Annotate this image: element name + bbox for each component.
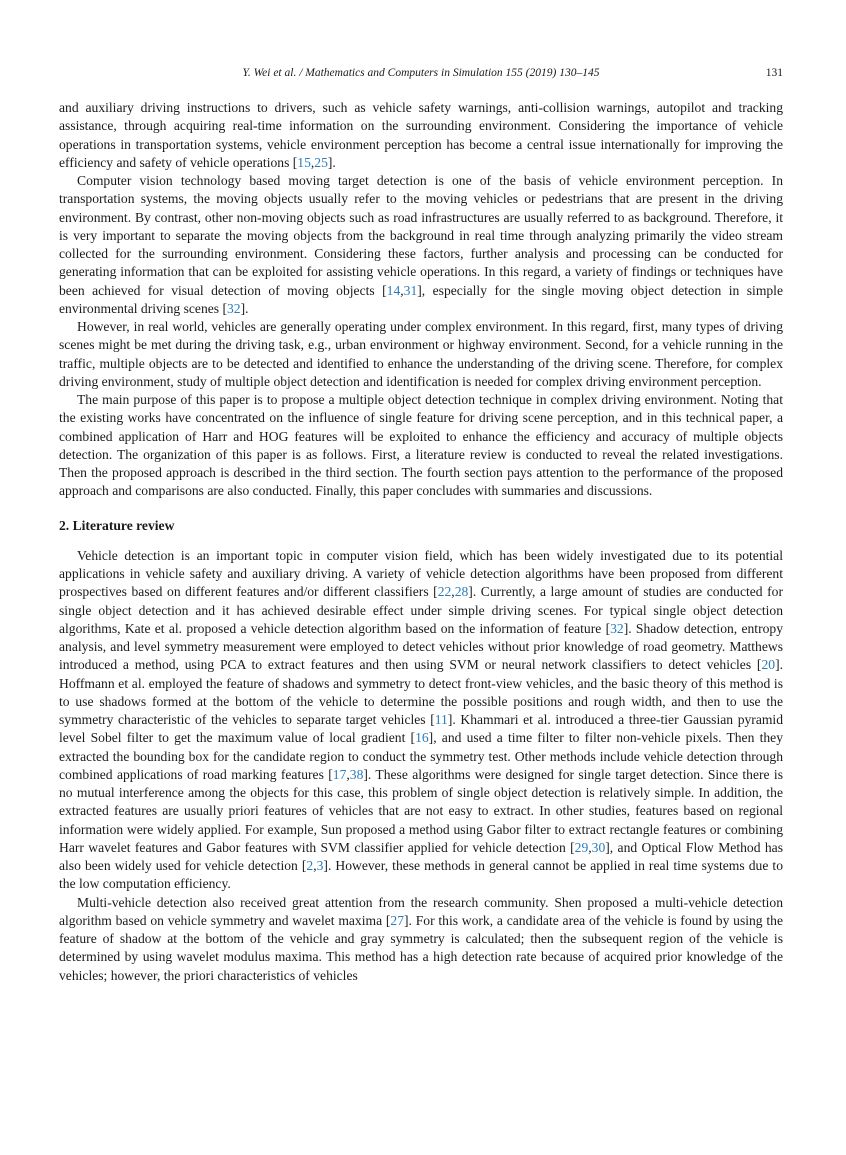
citation-link[interactable]: 30 — [591, 839, 606, 855]
citation-link[interactable]: 28 — [454, 584, 469, 600]
page-number: 131 — [765, 67, 783, 79]
citation-link[interactable]: 16 — [415, 730, 429, 746]
citation-link[interactable]: 38 — [349, 766, 364, 782]
article-body — [59, 99, 783, 985]
citation-link[interactable]: 29 — [574, 839, 589, 855]
paragraph-3: However, in real world, vehicles are generally operating under complex environment. In this regard, first, many types of driving scenes might be met during the driving task, e.g., urban environment or highway environment. Second, for a vehicle running in the traffic, multiple objects are to be detected and identified to enhance the understanding of the driving scene. Therefore, for complex driving environment, study of multiple object detection and identification is needed for complex driving environment perception. — [59, 319, 783, 389]
paragraph-1: and auxiliary driving instructions to drivers, such as vehicle safety warnings, anti-collision warnings, autopilot and tracking assistance, through acquiring real-time information on the surrounding environment. Considering the importance of vehicle operations in transportation systems, vehicle environment perception has become a central issue internationally for improving the efficiency and safety of vehicle operations [15,25]. — [59, 100, 783, 170]
section-heading-literature-review: 2. Literature review — [59, 517, 175, 533]
citation-link[interactable]: 3 — [316, 858, 324, 873]
paragraph-5: Vehicle detection is an important topic in computer vision field, which has been widely investigated due to its potential applications in vehicle safety and auxiliary driving. A variety of vehicle detection algorithms have been proposed from different prospectives based on different features and/or different classifiers [22,28]. Currently, a large amount of studies are conducted for single object detection and it has achieved desirable effect under simple driving scenes. For typical single object detection algorithms, Kate et al. proposed a vehicle detection algorithm based on the information of feature [32]. Shadow detection, entropy analysis, and level symmetry measurement were employed to detect vehicles without prior knowledge of road geometry. Matthews introduced a method, using PCA to extract features and then using SVM or neural network classifiers to detect vehicles [20]. Hoffmann et al. employed the feature of shadows and symmetry to detect front-view vehicles, and the basic theory of this method is to use shadows formed at the bottom of the vehicle to determine the possible positions and rough width, and then to use the symmetry characteristic of the vehicles to separate target vehicles [11]. Khammari et al. introduced a three-tier Gaussian pyramid level Sobel filter to get the maximum value of local gradient [16], and used a time filter to filter non-vehicle pixels. Then they extracted the bounding box for the candidate region to conduct the symmetry test. Other methods include vehicle detection through combined applications of road marking features [17,38]. These algorithms were designed for single target detection. Since there is no mutual interference among the objects for this case, this problem of single object detection is relatively simple. In addition, the extracted features are usually priori features of vehicles that are not easy to extract. In other studies, features based on regional information were widely applied. For example, Sun proposed a method using Gabor filter to extract rectangle features or combining Harr wavelet features and Gabor features with SVM classifier applied for vehicle detection [29,30], and Optical Flow Method has also been widely used for vehicle detection [2,3]. However, these methods in general cannot be applied in real time systems due to the low computation efficiency. — [59, 547, 783, 892]
citation-link[interactable]: 25 — [314, 154, 328, 170]
citation-link[interactable]: 32 — [610, 620, 624, 636]
paragraph-2: Computer vision technology based moving target detection is one of the basis of vehicle environment perception. In transportation systems, the moving objects usually refer to the moving vehicles or pedestrians that are present in the driving environment. By contrast, other non-moving objects such as road infrastructures are usually referred to as background. Therefore, it is very important to separate the moving objects from the background in real time through analyzing primarily the video stream collected for the surrounding environment. Considering these factors, further analysis and processing can be conducted for generating information that can be exploited for assisting vehicle operations. In this regard, a variety of findings or techniques have been achieved for visual detection of moving objects [14,31], especially for the single moving object detection in simple environmental driving scenes [32]. — [59, 173, 783, 316]
citation-link[interactable]: 15 — [297, 154, 311, 170]
paragraph-6: Multi-vehicle detection also received great attention from the research community. Shen proposed a multi-vehicle detection algorithm based on vehicle symmetry and wavelet maxima [27]. For this work, a candidate area of the vehicle is found by using the feature of shadow at the bottom of the vehicle and gray symmetry is calculated; then the subsequent region of the vehicle is determined by using wavelet modulus maxima. This method has a high detection rate because of acquired prior knowledge of the vehicles; however, the priori characteristics of vehicles — [59, 894, 783, 983]
citation-link[interactable]: 32 — [226, 300, 241, 316]
citation-link[interactable]: 20 — [761, 657, 776, 673]
citation-link[interactable]: 17 — [332, 766, 347, 782]
citation-link[interactable]: 31 — [403, 282, 418, 298]
citation-link[interactable]: 22 — [437, 584, 452, 600]
citation-link[interactable]: 11 — [434, 712, 448, 727]
citation-link[interactable]: 2 — [306, 858, 314, 873]
running-head-title: Y. Wei et al. / Mathematics and Computers in Simulation 155 (2019) 130–145 — [242, 67, 600, 79]
citation-link[interactable]: 27 — [390, 912, 405, 928]
citation-link[interactable]: 14 — [386, 282, 401, 298]
paragraph-4: The main purpose of this paper is to propose a multiple object detection technique in complex driving environment. Noting that the existing works have concentrated on the influence of single feature for driving scene perception, and in this technical paper, a combined application of Harr and HOG features will be exploited to enhance the efficiency and accuracy of multiple objects detection. The organization of this paper is as follows. First, a literature review is conducted to reveal the related investigations. Then the proposed approach is described in the third section. The fourth section pays attention to the performance of the proposed approach and comparisons are also conducted. Finally, this paper concludes with summaries and discussions. — [59, 392, 783, 499]
running-head — [59, 67, 783, 79]
